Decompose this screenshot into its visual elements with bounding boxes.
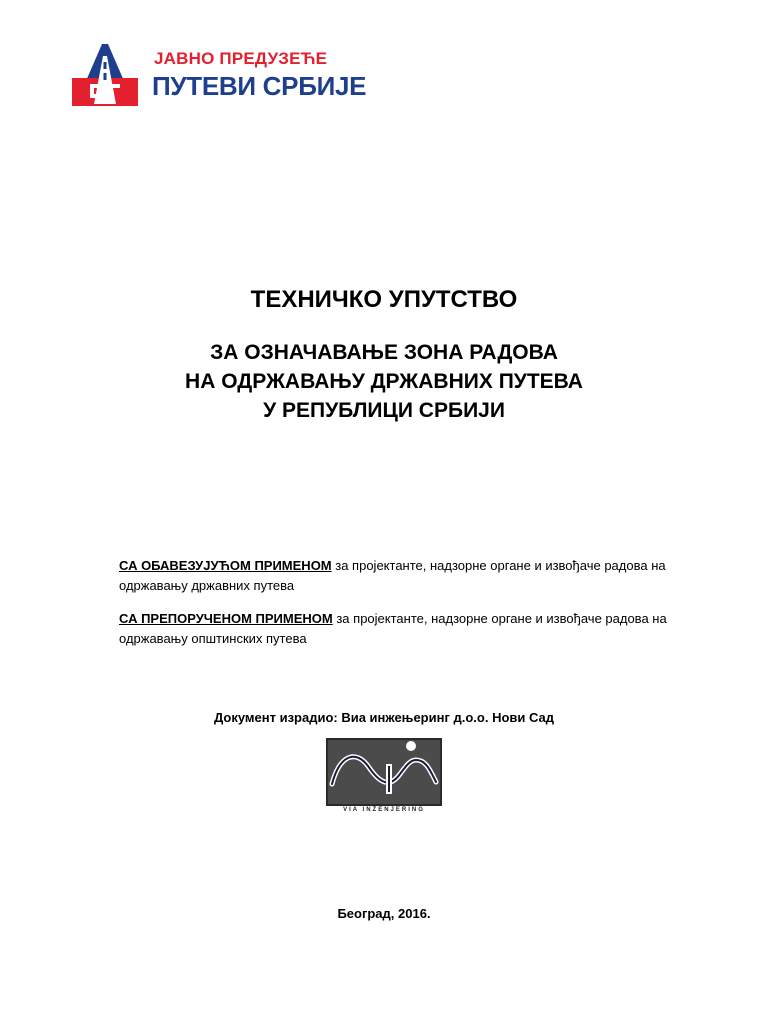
mandatory-application-lead: СА ОБАВЕЗУЈУЋОМ ПРИМЕНОМ (119, 558, 332, 573)
via-wave-icon (326, 738, 442, 806)
org-name-line1: ЈАВНО ПРЕДУЗЕЋЕ (154, 49, 328, 68)
author-label: Документ израдио: (213, 710, 342, 725)
putevi-srbije-logo (72, 42, 372, 108)
org-name-line2: ПУТЕВИ СРБИЈЕ (152, 71, 367, 101)
author-company: Виа инжењеринг д.о.о. Нови Сад (341, 710, 555, 725)
recommended-application-text: за пројектанте, надзорне органе и извођаче радова на одржавању општинских путева (119, 611, 667, 646)
road-triangle-icon (72, 42, 138, 106)
recommended-application-lead: СА ПРЕПОРУЧЕНОМ ПРИМЕНОМ (119, 611, 333, 626)
document-title: ТЕХНИЧКО УПУТСТВО (250, 286, 518, 313)
recommended-application-paragraph (119, 609, 719, 649)
mandatory-application-text: за пројектанте, надзорне органе и извођаче радова на одржавању државних путева (119, 558, 666, 593)
place-and-date: Београд, 2016. (337, 906, 431, 921)
subtitle-line-3: У РЕПУБЛИЦИ СРБИЈИ (263, 399, 505, 422)
subtitle-line-2: НА ОДРЖАВАЊУ ДРЖАВНИХ ПУТЕВА (185, 370, 583, 393)
document-author (0, 710, 768, 725)
subtitle-line-1: ЗА ОЗНАЧАВАЊЕ ЗОНА РАДОВА (210, 341, 558, 364)
mandatory-application-paragraph (119, 556, 719, 596)
via-inzenjering-logo (326, 738, 442, 818)
via-logo-caption: VIA INŽENJERING (343, 807, 425, 813)
